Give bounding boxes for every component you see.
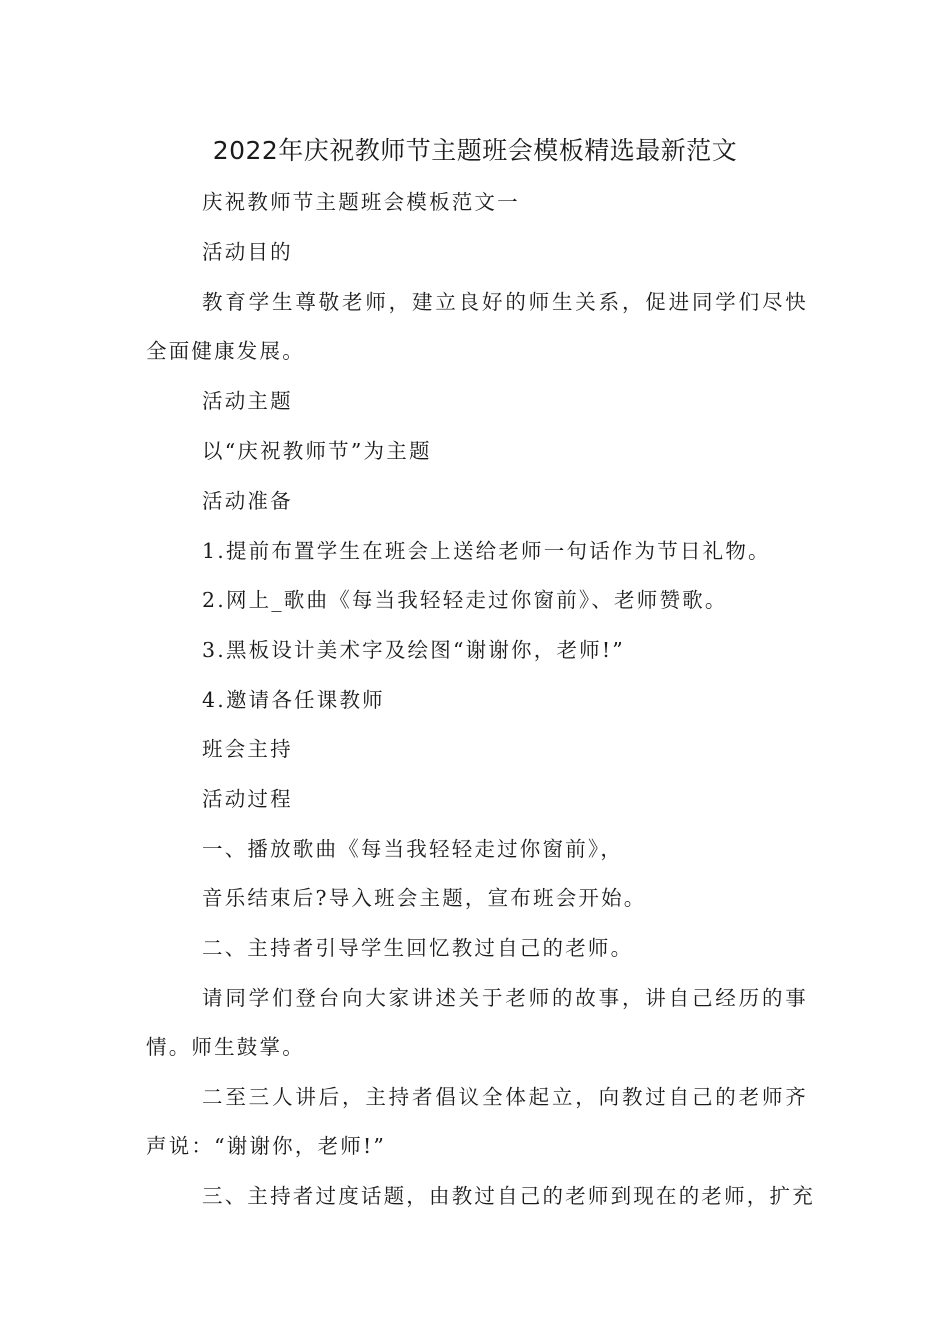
- paragraph: 活动过程: [202, 787, 293, 811]
- paragraph: 活动准备: [202, 489, 293, 513]
- list-item: 2.网上_歌曲《每当我轻轻走过你窗前》、老师赞歌。: [202, 588, 728, 612]
- list-item: 4.邀请各任课教师: [202, 688, 385, 712]
- paragraph: 班会主持: [202, 737, 293, 761]
- paragraph: 请同学们登台向大家讲述关于老师的故事，讲自己经历的事情。师生鼓掌。: [146, 986, 808, 1059]
- paragraph: 活动主题: [202, 389, 293, 413]
- section-heading: 庆祝教师节主题班会模板范文一: [202, 190, 520, 214]
- document-title: 2022年庆祝教师节主题班会模板精选最新范文: [212, 136, 738, 165]
- paragraph: 以“庆祝教师节”为主题: [202, 439, 432, 463]
- list-item: 1.提前布置学生在班会上送给老师一句话作为节日礼物。: [202, 539, 771, 563]
- paragraph: 教育学生尊敬老师，建立良好的师生关系，促进同学们尽快全面健康发展。: [146, 290, 808, 363]
- paragraph: 音乐结束后?导入班会主题，宣布班会开始。: [202, 886, 647, 910]
- paragraph: 三、主持者过度话题，由教过自己的老师到现在的老师，扩充: [202, 1184, 815, 1208]
- paragraph: 二、主持者引导学生回忆教过自己的老师。: [202, 936, 634, 960]
- list-item: 3.黑板设计美术字及绘图“谢谢你，老师!”: [202, 638, 625, 662]
- paragraph: 二至三人讲后，主持者倡议全体起立，向教过自己的老师齐声说：“谢谢你，老师!”: [146, 1085, 808, 1158]
- paragraph: 一、播放歌曲《每当我轻轻走过你窗前》，: [202, 837, 624, 861]
- paragraph: 活动目的: [202, 240, 293, 264]
